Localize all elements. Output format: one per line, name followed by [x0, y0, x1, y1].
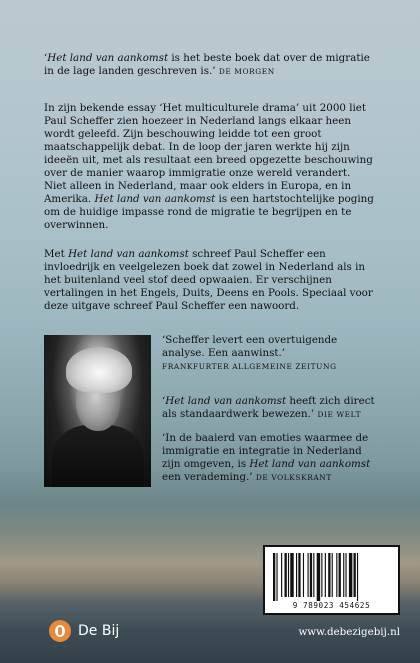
barcode-bar [317, 553, 320, 601]
quote-text-2: een verademing.’ [162, 471, 253, 483]
quote-die-welt [162, 395, 382, 421]
essay-text-2: is een hartstochtelijke poging om de huidige impasse rond de migratie te begrijpen en te overwinnen. [44, 193, 374, 231]
book-title: Het land van aankomst [94, 193, 216, 205]
quote-text: is het beste boek dat over de migratie in de lage landen geschreven is.’ [44, 52, 370, 77]
author-photo [44, 335, 151, 487]
author-photo-body [52, 425, 144, 487]
barcode-bar [290, 553, 293, 597]
barcode-bar [276, 553, 277, 601]
essay-paragraph [44, 102, 374, 232]
barcode-bar [298, 553, 300, 597]
quote-de-morgen [44, 52, 374, 78]
barcode-bar [336, 553, 337, 597]
barcode-bar [281, 553, 282, 597]
publisher-url: www.debezigebij.nl [298, 626, 400, 638]
book-title: Het land van aankomst [47, 52, 169, 64]
barcode-bar [325, 553, 326, 597]
barcode-bar [328, 553, 330, 597]
barcode-bar [345, 553, 346, 597]
quote-text-1: ‘In de baaierd van emoties waarmee de immigratie en integratie in Nederland zijn omgeven, is [162, 432, 369, 470]
barcode-bar [332, 553, 333, 597]
barcode-bar [343, 553, 344, 597]
barcode-bar [321, 553, 322, 597]
quote-faz [162, 334, 382, 373]
barcode-bar [303, 553, 304, 597]
bee-icon [49, 620, 71, 642]
quote-source: DE VOLKSKRANT [255, 473, 332, 482]
barcode-bar [357, 553, 358, 601]
barcode-bar [308, 553, 309, 597]
quote-text: heeft zich direct als standaardwerk bewezen.’ [162, 395, 375, 420]
met-prefix: Met [44, 248, 69, 260]
isbn-barcode [263, 545, 400, 615]
met-text: schreef Paul Scheffer een invloedrijk en veelgelezen boek dat zowel in Nederland als in het buitenland veel stof deed opwaaien. Er verschijnen vertalingen in het Engels, Duits, Deens en Pools. Speciaal voor deze uitgave schreef Paul Scheffer een nawoord. [44, 248, 373, 312]
barcode-bar [349, 553, 352, 597]
met-paragraph [44, 248, 374, 313]
barcode-bars [271, 553, 392, 601]
barcode-bar [273, 553, 275, 601]
quote-volkskrant [162, 432, 382, 484]
essay-text-1: In zijn bekende essay ‘Het multiculturele drama’ uit 2000 liet Paul Scheffer zien hoezeer in Nederland langs elkaar heen wordt geleefd. Zijn beschouwing leidde tot een groot maatschappelijk debat. In de loop der jaren werkte hij zijn ideeën uit, met als resultaat een breed opgezette beschouwing over de manier waarop immigratie onze wereld verandert. Niet alleen in Nederland, maar ook elders in Europa, en in Amerika. [44, 102, 373, 205]
quote-open: ‘ [162, 395, 166, 407]
barcode-bar [310, 553, 312, 597]
publisher-logo [49, 619, 119, 643]
isbn-number: 9 789023 454625 [292, 601, 371, 610]
barcode-bar [288, 553, 289, 597]
book-title: Het land van aankomst [68, 248, 189, 260]
barcode-bar [339, 553, 341, 597]
barcode-bar [354, 553, 356, 597]
book-title: Het land van aankomst [165, 395, 287, 407]
quote-source: DE MORGEN [218, 67, 275, 76]
quote-open: ‘ [44, 52, 48, 64]
barcode-bar [313, 553, 314, 597]
publisher-name: De Bij [78, 623, 120, 639]
quote-text: ‘Scheffer levert een overtuigende analyse. Een aanwinst.’ [162, 334, 338, 359]
author-photo-hair [66, 347, 132, 393]
book-title: Het land van aankomst [249, 458, 371, 470]
quote-source: DIE WELT [317, 410, 362, 419]
quote-source: FRANKFURTER ALLGEMEINE ZEITUNG [162, 362, 337, 371]
barcode-bar [296, 553, 297, 597]
barcode-bar [285, 553, 287, 597]
